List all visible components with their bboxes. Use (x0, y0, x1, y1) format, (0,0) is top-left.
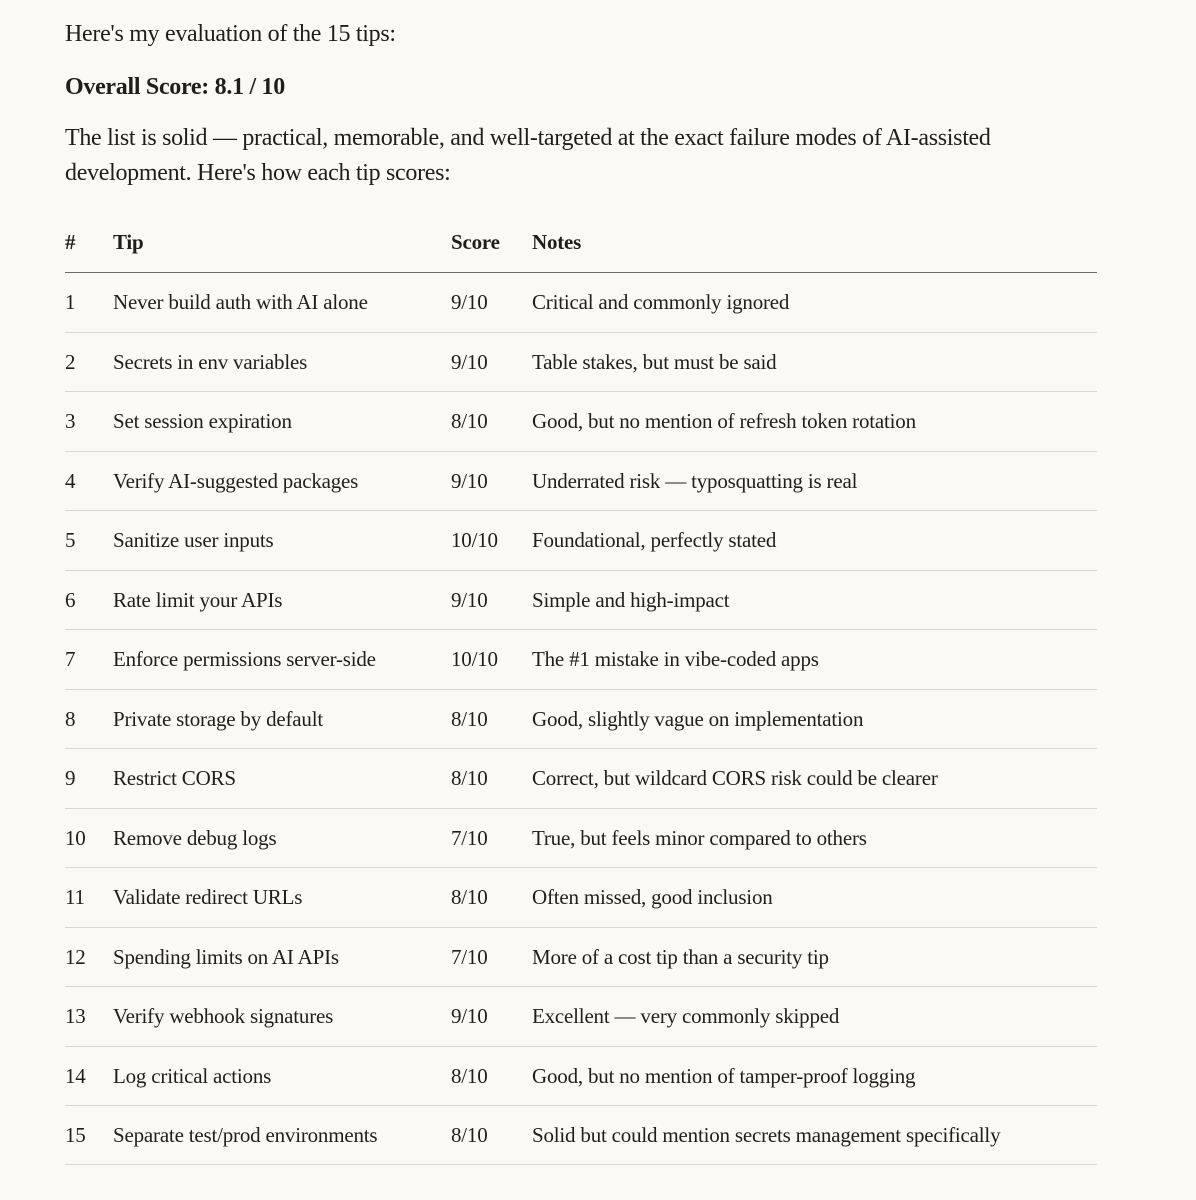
cell-tip: Verify webhook signatures (113, 987, 451, 1047)
cell-score: 8/10 (451, 868, 532, 928)
cell-num: 13 (65, 987, 113, 1047)
cell-score: 7/10 (451, 808, 532, 868)
cell-num: 14 (65, 1046, 113, 1106)
table-row (65, 1106, 1097, 1165)
cell-num: 2 (65, 332, 113, 392)
cell-score: 9/10 (451, 332, 532, 392)
cell-notes: Good, but no mention of tamper-proof logging (532, 1046, 1097, 1106)
cell-notes: Good, slightly vague on implementation (532, 689, 1097, 749)
cell-tip: Sanitize user inputs (113, 511, 451, 571)
table-row (65, 808, 1097, 868)
cell-score: 9/10 (451, 451, 532, 511)
cell-score: 10/10 (451, 630, 532, 690)
cell-score: 7/10 (451, 927, 532, 987)
cell-tip: Enforce permissions server-side (113, 630, 451, 690)
cell-num: 6 (65, 570, 113, 630)
table-row (65, 868, 1097, 928)
summary-text: The list is solid — practical, memorable, and well-targeted at the exact failure modes of AI-assisted development. Here's how each tip scores: (65, 125, 991, 186)
cell-tip: Restrict CORS (113, 749, 451, 809)
cell-num: 15 (65, 1106, 113, 1165)
table-row (65, 689, 1097, 749)
cell-notes: Good, but no mention of refresh token rotation (532, 392, 1097, 452)
intro-text: Here's my evaluation of the 15 tips: (65, 21, 396, 47)
cell-num: 1 (65, 273, 113, 333)
table-row (65, 392, 1097, 452)
cell-tip: Never build auth with AI alone (113, 273, 451, 333)
cell-num: 11 (65, 868, 113, 928)
cell-notes: True, but feels minor compared to others (532, 808, 1097, 868)
cell-score: 8/10 (451, 1106, 532, 1165)
table-row (65, 273, 1097, 333)
table-row (65, 511, 1097, 571)
cell-notes: Foundational, perfectly stated (532, 511, 1097, 571)
cell-notes: Correct, but wildcard CORS risk could be clearer (532, 749, 1097, 809)
cell-num: 8 (65, 689, 113, 749)
header-tip: Tip (113, 212, 451, 273)
header-notes: Notes (532, 212, 1097, 273)
cell-notes: Underrated risk — typosquatting is real (532, 451, 1097, 511)
cell-notes: The #1 mistake in vibe-coded apps (532, 630, 1097, 690)
cell-score: 8/10 (451, 749, 532, 809)
cell-tip: Verify AI-suggested packages (113, 451, 451, 511)
table-header-row (65, 212, 1097, 273)
cell-num: 12 (65, 927, 113, 987)
cell-notes: Critical and commonly ignored (532, 273, 1097, 333)
table-row (65, 332, 1097, 392)
cell-num: 7 (65, 630, 113, 690)
cell-tip: Set session expiration (113, 392, 451, 452)
header-num: # (65, 212, 113, 273)
cell-notes: Often missed, good inclusion (532, 868, 1097, 928)
cell-num: 5 (65, 511, 113, 571)
cell-num: 3 (65, 392, 113, 452)
table-row (65, 451, 1097, 511)
cell-notes: Table stakes, but must be said (532, 332, 1097, 392)
cell-tip: Secrets in env variables (113, 332, 451, 392)
cell-tip: Log critical actions (113, 1046, 451, 1106)
cell-score: 8/10 (451, 689, 532, 749)
table-row (65, 570, 1097, 630)
cell-num: 10 (65, 808, 113, 868)
cell-score: 10/10 (451, 511, 532, 571)
cell-tip: Spending limits on AI APIs (113, 927, 451, 987)
overall-score: Overall Score: 8.1 / 10 (65, 74, 285, 100)
cell-notes: Simple and high-impact (532, 570, 1097, 630)
cell-num: 4 (65, 451, 113, 511)
cell-notes: Solid but could mention secrets management specifically (532, 1106, 1097, 1165)
message-content (65, 16, 1097, 1165)
cell-score: 9/10 (451, 987, 532, 1047)
cell-tip: Separate test/prod environments (113, 1106, 451, 1165)
cell-score: 8/10 (451, 1046, 532, 1106)
cell-score: 8/10 (451, 392, 532, 452)
cell-num: 9 (65, 749, 113, 809)
table-row (65, 1046, 1097, 1106)
cell-tip: Private storage by default (113, 689, 451, 749)
table-row (65, 927, 1097, 987)
tips-score-table (65, 212, 1097, 1165)
header-score: Score (451, 212, 532, 273)
cell-score: 9/10 (451, 273, 532, 333)
table-row (65, 630, 1097, 690)
cell-tip: Validate redirect URLs (113, 868, 451, 928)
table-row (65, 987, 1097, 1047)
cell-notes: More of a cost tip than a security tip (532, 927, 1097, 987)
cell-tip: Rate limit your APIs (113, 570, 451, 630)
table-row (65, 749, 1097, 809)
cell-score: 9/10 (451, 570, 532, 630)
cell-notes: Excellent — very commonly skipped (532, 987, 1097, 1047)
cell-tip: Remove debug logs (113, 808, 451, 868)
